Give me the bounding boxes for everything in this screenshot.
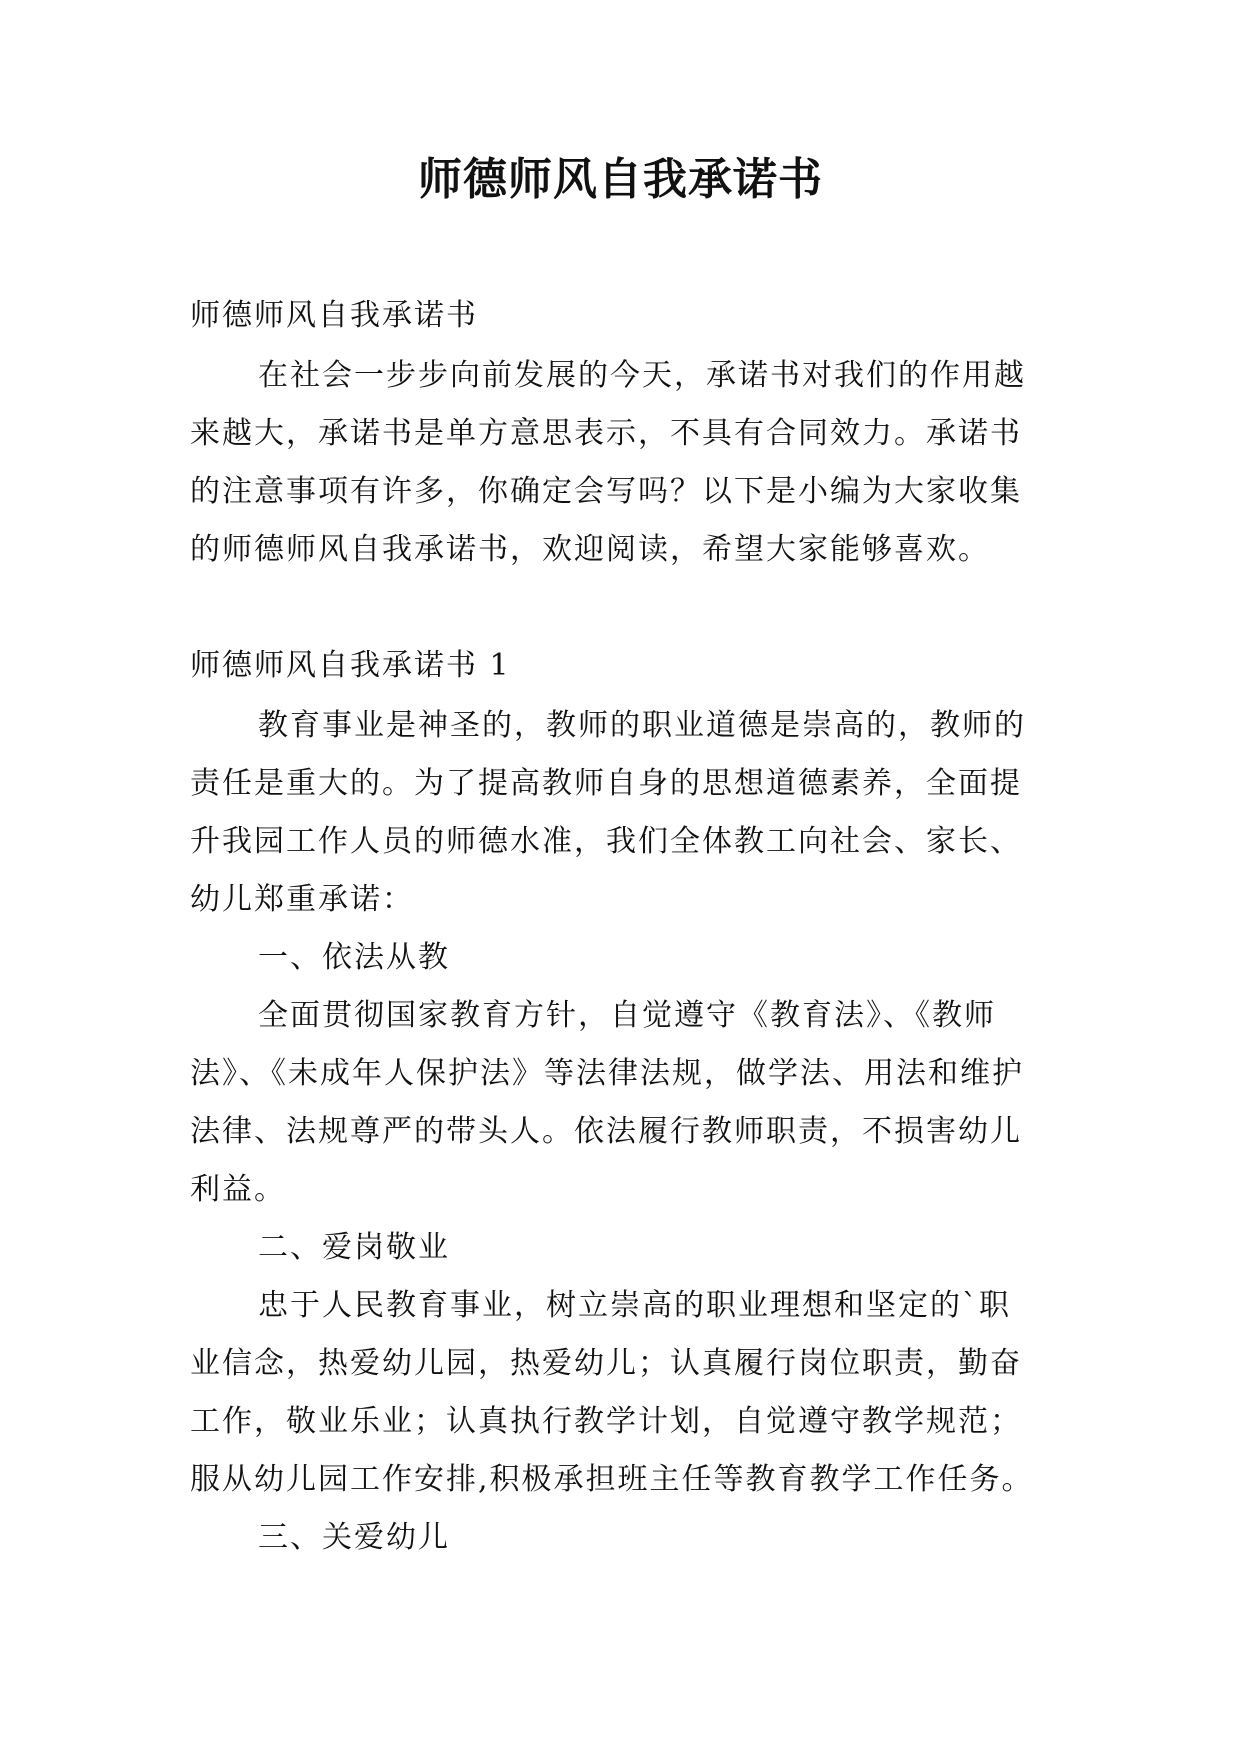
paragraph-line: 在社会一步步向前发展的今天，承诺书对我们的作用越 [258,358,1026,393]
subheading: 二、爱岗敬业 [258,1230,450,1265]
paragraph-line: 升我园工作人员的师德水准，我们全体教工向社会、家长、 [190,824,1022,859]
paragraph-line: 的注意事项有许多，你确定会写吗？以下是小编为大家收集 [190,474,1022,509]
section-heading: 师德师风自我承诺书 1 [190,648,511,683]
paragraph-line: 幼儿郑重承诺： [190,882,414,917]
intro-heading: 师德师风自我承诺书 [190,298,478,333]
paragraph-line: 全面贯彻国家教育方针，自觉遵守《教育法》、《教师 [258,998,996,1033]
paragraph-line: 利益。 [190,1172,286,1207]
subheading: 一、依法从教 [258,940,450,975]
paragraph-line: 工作，敬业乐业；认真执行教学计划，自觉遵守教学规范； [190,1404,1022,1439]
paragraph-line: 来越大，承诺书是单方意思表示，不具有合同效力。承诺书 [190,416,1022,451]
document-title: 师德师风自我承诺书 [418,154,823,205]
paragraph-line: 教育事业是神圣的，教师的职业道德是崇高的，教师的 [258,708,1026,743]
paragraph-line: 的师德师风自我承诺书，欢迎阅读，希望大家能够喜欢。 [190,532,990,567]
paragraph-line: 法律、法规尊严的带头人。依法履行教师职责，不损害幼儿 [190,1114,1022,1149]
paragraph-line: 责任是重大的。为了提高教师自身的思想道德素养，全面提 [190,766,1022,801]
paragraph-line: 服从幼儿园工作安排,积极承担班主任等教育教学工作任务。 [190,1462,1034,1497]
subheading: 三、关爱幼儿 [258,1520,450,1555]
paragraph-line: 忠于人民教育事业，树立崇高的职业理想和坚定的`职 [258,1288,1011,1323]
paragraph-line: 业信念，热爱幼儿园，热爱幼儿；认真履行岗位职责，勤奋 [190,1346,1022,1381]
paragraph-line: 法》、《未成年人保护法》等法律法规，做学法、用法和维护 [190,1056,1024,1091]
